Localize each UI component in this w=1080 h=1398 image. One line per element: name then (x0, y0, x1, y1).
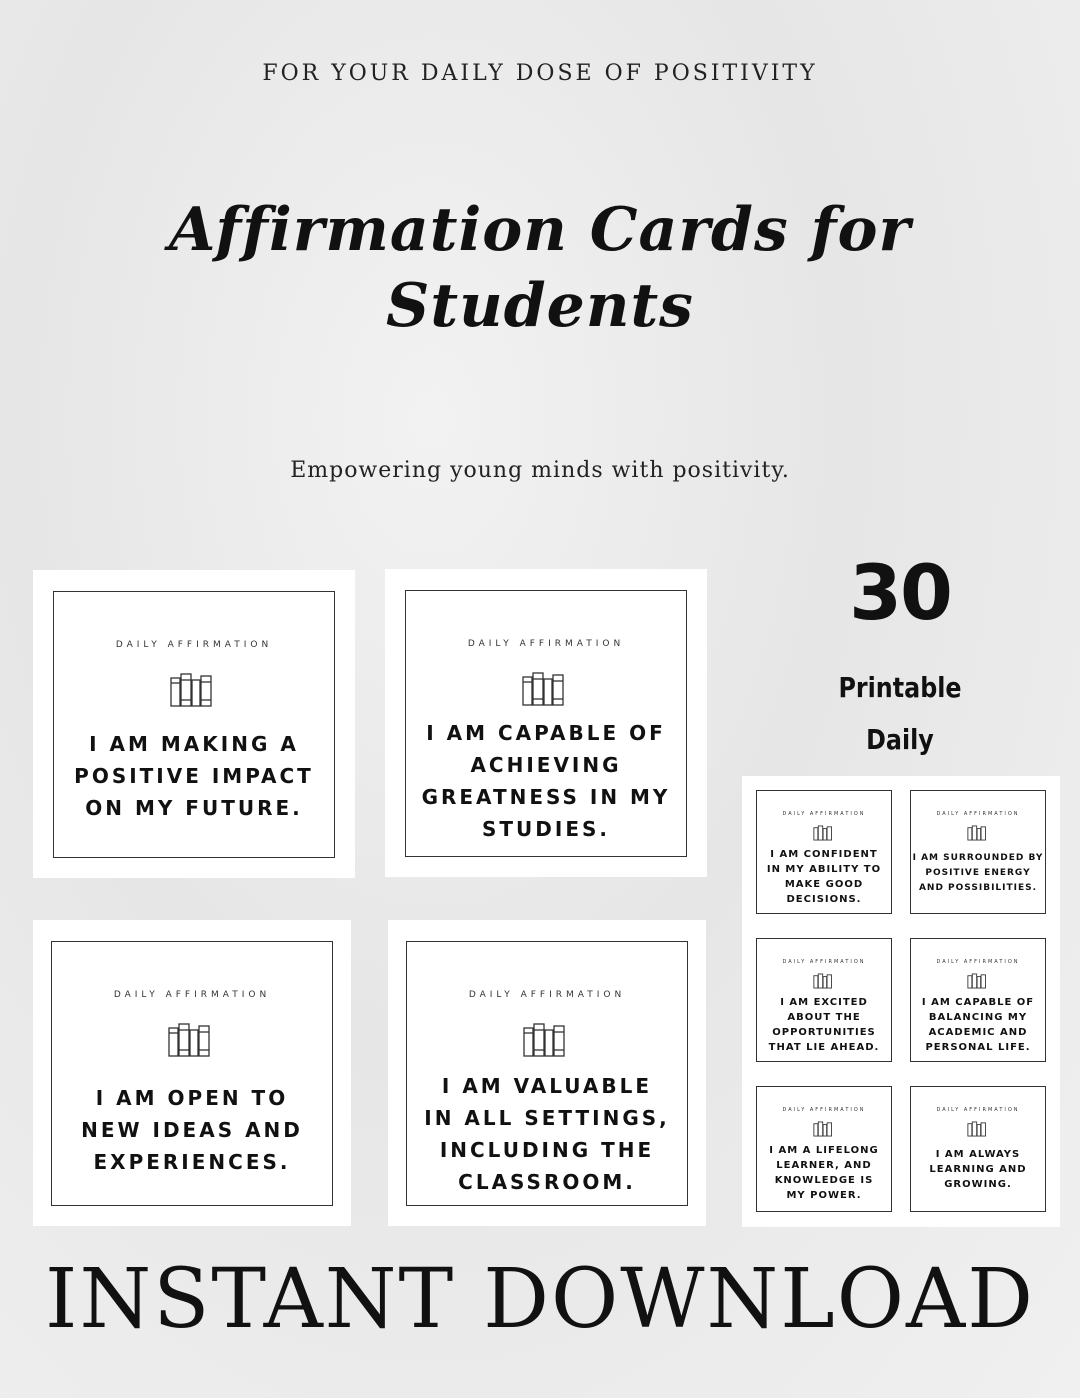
card-frame (53, 591, 335, 858)
card-label: DAILY AFFIRMATION (782, 959, 866, 965)
card-frame (405, 590, 687, 857)
card-label: DAILY AFFIRMATION (115, 640, 273, 650)
card-label: DAILY AFFIRMATION (936, 959, 1020, 965)
card-label: DAILY AFFIRMATION (113, 990, 271, 1000)
card-text: I AM EXCITED ABOUT THE OPPORTUNITIES THAT LIE AHEAD. (768, 997, 880, 1053)
card-text: I AM VALUABLE IN ALL SETTINGS, INCLUDING THE CLASSROOM. (424, 1074, 670, 1194)
card-text: I AM CONFIDENT IN MY ABILITY TO MAKE GOOD DECISIONS. (766, 849, 882, 905)
books-icon (813, 817, 835, 841)
card-text: I AM MAKING A POSITIVE IMPACT ON MY FUTURE. (74, 732, 314, 820)
mini-card (744, 926, 904, 1074)
card-frame (910, 1086, 1046, 1212)
mini-card (898, 926, 1058, 1074)
mini-card (744, 1074, 904, 1224)
affirmation-card (388, 920, 706, 1226)
books-icon (167, 1022, 217, 1058)
card-frame (910, 938, 1046, 1062)
card-count: 30 (849, 548, 951, 637)
card-label: DAILY AFFIRMATION (936, 811, 1020, 817)
title-line-1: Affirmation Cards for (168, 195, 912, 265)
promo-line-1: Printable (838, 671, 962, 704)
card-label: DAILY AFFIRMATION (467, 639, 625, 649)
affirmation-card (33, 570, 355, 878)
books-icon (169, 672, 219, 708)
tagline: FOR YOUR DAILY DOSE OF POSITIVITY (262, 61, 818, 86)
card-frame (756, 938, 892, 1062)
mini-card (898, 1074, 1058, 1224)
card-frame (406, 941, 688, 1206)
card-frame (51, 941, 333, 1206)
title-line-2: Students (386, 271, 694, 341)
card-text: I AM OPEN TO NEW IDEAS AND EXPERIENCES. (81, 1086, 303, 1174)
books-icon (967, 965, 989, 989)
books-icon (813, 965, 835, 989)
card-text: I AM ALWAYS LEARNING AND GROWING. (929, 1149, 1027, 1190)
card-frame (910, 790, 1046, 914)
mini-card (898, 778, 1058, 926)
card-text: I AM CAPABLE OF BALANCING MY ACADEMIC AND PERSONAL LIFE. (921, 997, 1035, 1053)
affirmation-card (385, 569, 707, 877)
card-text: I AM SURROUNDED BY POSITIVE ENERGY AND POSSIBILITIES. (912, 853, 1044, 893)
books-icon (967, 1113, 989, 1137)
card-label: DAILY AFFIRMATION (782, 1107, 866, 1113)
card-frame (756, 1086, 892, 1212)
books-icon (813, 1113, 835, 1137)
subtitle: Empowering young minds with positivity. (290, 458, 790, 483)
card-text: I AM A LIFELONG LEARNER, AND KNOWLEDGE IS MY POWER. (769, 1145, 879, 1201)
instant-download-banner: INSTANT DOWNLOAD (45, 1252, 1035, 1347)
affirmation-card (33, 920, 351, 1226)
mini-card (744, 778, 904, 926)
books-icon (522, 1022, 572, 1058)
card-text: I AM CAPABLE OF ACHIEVING GREATNESS IN MY STUDIES. (421, 721, 671, 841)
card-label: DAILY AFFIRMATION (936, 1107, 1020, 1113)
promo-line-2: Daily (866, 723, 934, 756)
card-label: DAILY AFFIRMATION (468, 990, 626, 1000)
card-frame (756, 790, 892, 914)
card-label: DAILY AFFIRMATION (782, 811, 866, 817)
page-title (100, 192, 980, 344)
books-icon (967, 817, 989, 841)
mini-card-sheet (742, 776, 1060, 1227)
books-icon (521, 671, 571, 707)
